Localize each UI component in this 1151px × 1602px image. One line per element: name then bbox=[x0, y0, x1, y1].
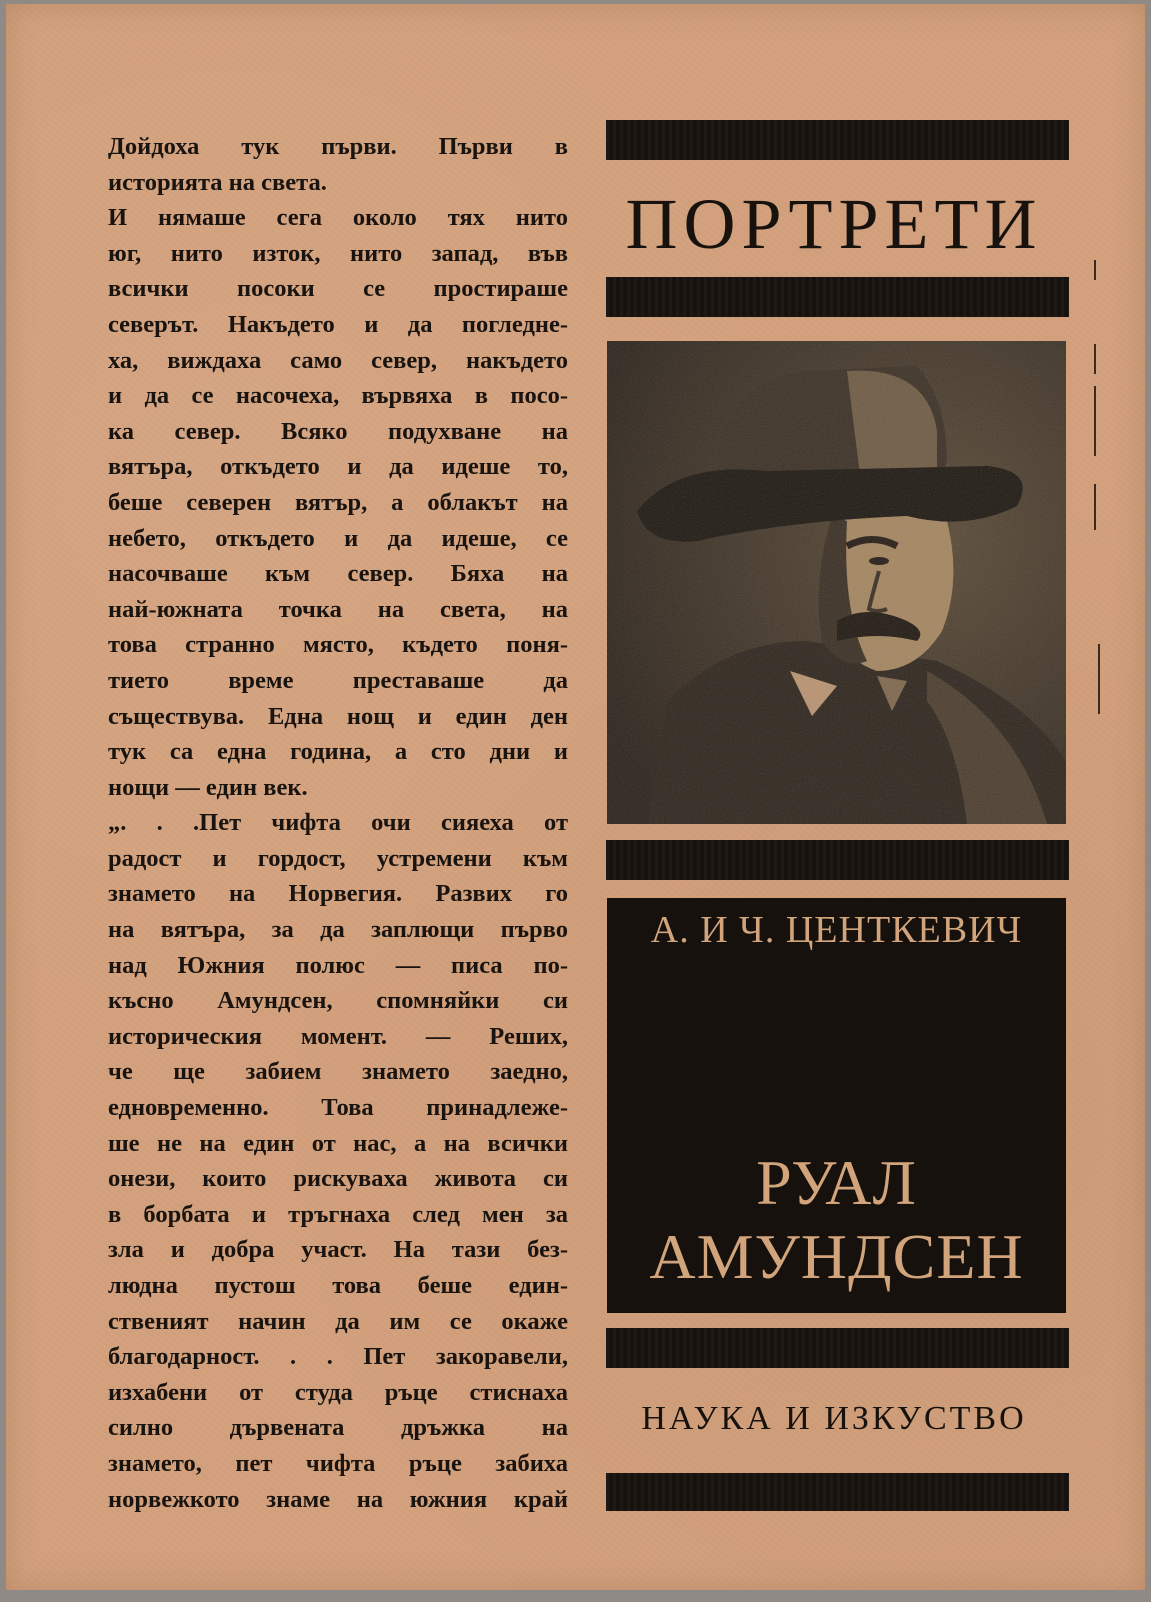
blurb-line: норвежкото знаме на южния край bbox=[108, 1485, 568, 1513]
blurb-line: ше не на един от нас, а на всички bbox=[108, 1129, 568, 1157]
blurb-line: това странно място, където поня- bbox=[108, 631, 568, 659]
blurb-line: насочваше към север. Бяха на bbox=[108, 560, 568, 588]
blurb-line: историческия момент. — Реших, bbox=[108, 1022, 568, 1050]
book-title-line: РУАЛ bbox=[756, 1147, 917, 1218]
blurb-line: небето, откъдето и да идеше, се bbox=[108, 524, 568, 552]
spine-mark bbox=[1094, 260, 1096, 280]
blurb-line: че ще забием знамето заедно, bbox=[108, 1058, 568, 1086]
blurb-line: зла и добра участ. На тази без- bbox=[108, 1236, 568, 1264]
spine-mark bbox=[1094, 386, 1096, 456]
portrait-image bbox=[607, 341, 1066, 824]
decorative-bar bbox=[606, 1328, 1069, 1368]
blurb-line: нощи — един век. bbox=[108, 773, 308, 801]
blurb-line: тието време преставаше да bbox=[108, 666, 568, 694]
blurb-line: едновременно. Това принадлеже- bbox=[108, 1094, 568, 1122]
blurb-line: юг, нито изток, нито запад, във bbox=[108, 239, 568, 267]
blurb-line: радост и гордост, устремени към bbox=[108, 844, 568, 872]
spine-mark bbox=[1094, 344, 1096, 374]
blurb-line: ха, виждаха само север, накъдето bbox=[108, 346, 568, 374]
blurb-line: над Южния полюс — писа по- bbox=[108, 951, 568, 979]
decorative-bar bbox=[606, 840, 1069, 880]
book-back-cover bbox=[6, 4, 1145, 1590]
blurb-line: И нямаше сега около тях нито bbox=[108, 204, 568, 232]
spine-mark bbox=[1094, 484, 1096, 530]
blurb-line: благодарност. . . Пет закоравели, bbox=[108, 1343, 568, 1371]
blurb-line: в борбата и тръгнаха след мен за bbox=[108, 1200, 568, 1228]
blurb-line: Дойдоха тук първи. Първи в bbox=[108, 133, 568, 160]
blurb-line: знамето на Норвегия. Развих го bbox=[108, 880, 568, 908]
blurb-line: изхабени от студа ръце стиснаха bbox=[108, 1378, 568, 1406]
blurb-line: силно дървената дръжка на bbox=[108, 1414, 568, 1442]
blurb-line: вятъра, откъдето и да идеше то, bbox=[108, 453, 568, 481]
blurb-line: тук са една година, а сто дни и bbox=[108, 738, 568, 766]
blurb-line: съществува. Една нощ и един ден bbox=[108, 702, 568, 730]
blurb-line: ка север. Всяко подухване на bbox=[108, 417, 568, 445]
blurb-text bbox=[108, 129, 568, 1517]
decorative-bar bbox=[606, 120, 1069, 160]
blurb-line: онези, които рискуваха живота си bbox=[108, 1165, 568, 1193]
author-portrait-photo bbox=[607, 341, 1066, 824]
decorative-bar bbox=[606, 1473, 1069, 1511]
blurb-line: всички посоки се простираше bbox=[108, 275, 568, 303]
publisher-name: НАУКА И ИЗКУСТВО bbox=[641, 1400, 1027, 1437]
blurb-line: най-южната точка на света, на bbox=[108, 595, 568, 623]
blurb-line: знамето, пет чифта ръце забиха bbox=[108, 1449, 568, 1477]
decorative-bar bbox=[606, 277, 1069, 317]
blurb-line: людна пустош това беше един- bbox=[108, 1272, 568, 1299]
blurb-line: ственият начин да им се окаже bbox=[108, 1307, 568, 1335]
author-name: А. И Ч. ЦЕНТКЕВИЧ bbox=[650, 909, 1023, 951]
blurb-line: историята на света. bbox=[108, 168, 327, 196]
blurb-line: късно Амундсен, спомняйки си bbox=[108, 987, 568, 1015]
series-title: ПОРТРЕТИ bbox=[625, 184, 1043, 264]
spine-mark bbox=[1098, 644, 1100, 714]
book-title bbox=[607, 1146, 1066, 1294]
book-title-line: АМУНДСЕН bbox=[649, 1221, 1024, 1292]
blurb-line: на вятъра, за да заплющи първо bbox=[108, 916, 568, 944]
title-panel bbox=[607, 898, 1066, 1313]
blurb-line: беше северен вятър, а облакът на bbox=[108, 488, 568, 516]
blurb-line: „. . .Пет чифта очи сияеха от bbox=[108, 809, 568, 837]
blurb-line: и да се насочеха, вървяха в посо- bbox=[108, 382, 568, 410]
blurb-line: северът. Накъдето и да погледне- bbox=[108, 310, 568, 338]
